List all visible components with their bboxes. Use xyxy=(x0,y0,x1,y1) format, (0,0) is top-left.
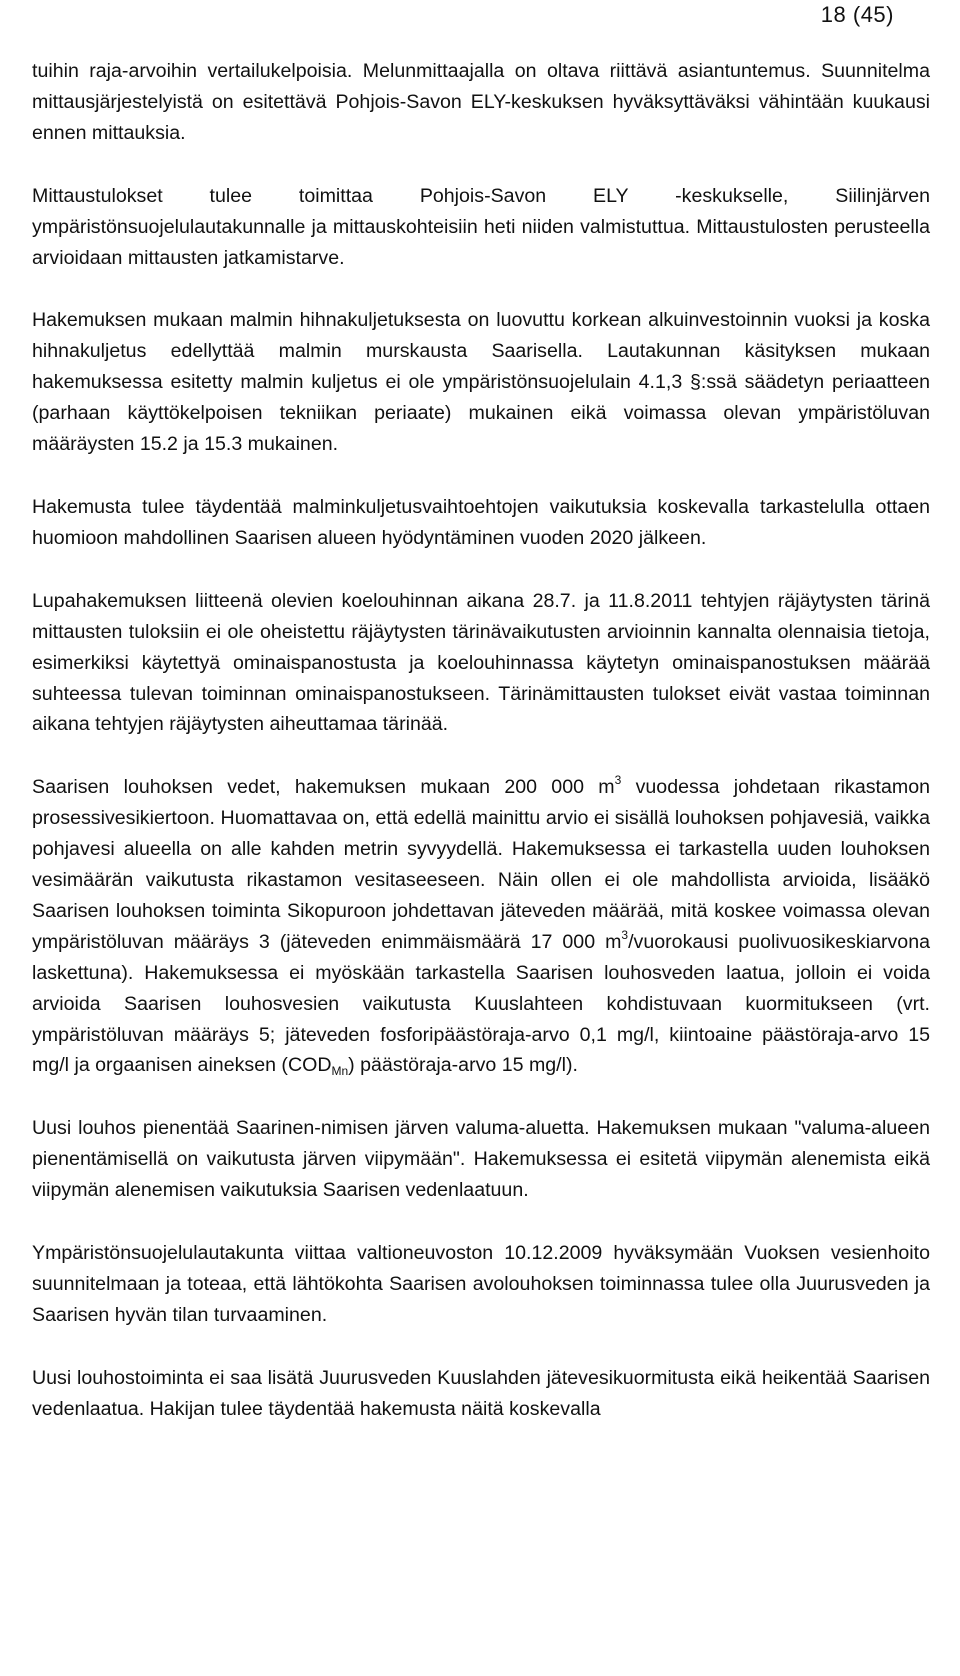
cod-subscript: Mn xyxy=(331,1064,349,1079)
quarry-waters-text-c: /vuorokausi puolivuosikeskiarvona laskettuna). Hakemuksessa ei myöskään tarkastella Saarisen louhosveden laatua, jolloin ei voida arvioida Saarisen louhosvesien vaikutusta Kuuslahteen kohdistuvaan kuormitukseen (vrt. ympäristöluvan määräys 5; jäteveden fosforipäästöraja-arvo 0,1 mg/l, kiintoaine päästöraja-arvo 15 mg/l ja orgaanisen aineksen (COD xyxy=(32,930,930,1077)
paragraph-measurement-results: Mittaustulokset tulee toimittaa Pohjois-Savon ELY -keskukselle, Siilinjärven ympäristönsuojelulautakunnalle ja mittauskohteisiin heti niiden valmistuttua. Mittaustulosten perusteella arvioidaan mittausten jatkamistarve. xyxy=(32,184,930,269)
paragraph-quarry-waters xyxy=(32,772,930,1081)
cubic-superscript-a: 3 xyxy=(614,773,622,788)
quarry-waters-text-d: ) päästöraja-arvo 15 mg/l). xyxy=(348,1054,578,1077)
quarry-waters-text-b: vuodessa johdetaan rikastamon prosessivesikiertoon. Huomattavaa on, että edellä mainittu arvio ei sisällä louhoksen pohjavesiä, vaikka pohjavesi alueella on alle kahden metrin syvyydellä. Hakemuksessa ei tarkastella uuden louhoksen vesimäärän vaikutusta rikastamon vesitaseeseen. Näin ollen ei ole mahdollista arvioida, lisääkö Saarisen louhoksen toiminta Sikopuroon johdettavan jäteveden määrää, mitä koskee voimassa olevan ympäristöluvan määräys 3 (jäteveden enimmäismäärä 17 000 m xyxy=(32,776,930,953)
paragraph-noise-measurement-plan: tuihin raja-arvoihin vertailukelpoisia. Melunmittaajalla on oltava riittävä asiantuntemus. Suunnitelma mittausjärjestelyistä on esitettävä Pohjois-Savon ELY-keskuksen hyväksyttäväksi vähintään kuukausi ennen mittauksia. xyxy=(32,60,930,144)
paragraph-catchment-area: Uusi louhos pienentää Saarinen-nimisen järven valuma-aluetta. Hakemuksen mukaan "valuma-alueen pienentämisellä on vaikutusta järven viipymään". Hakemuksessa ei esitetä viipymän alenemista eikä viipymän alenemisen vaikutuksia Saarisen vedenlaatuun. xyxy=(32,1117,930,1202)
page-number: 18 (45) xyxy=(820,2,894,27)
paragraph-new-quarrying: Uusi louhostoiminta ei saa lisätä Juurusveden Kuuslahden jätevesikuormitusta eikä heikentää Saarisen vedenlaatua. Hakijan tulee täydentää hakemusta näitä koskevalla xyxy=(32,1366,930,1420)
paragraph-water-management-plan: Ympäristönsuojelulautakunta viittaa valtioneuvoston 10.12.2009 hyväksymään Vuoksen vesienhoito suunnitelmaan ja toteaa, että lähtökohta Saarisen avolouhoksen toiminnassa tulee olla Juurusveden ja Saarisen hyvän tilan turvaaminen. xyxy=(32,1242,930,1326)
cubic-superscript-b: 3 xyxy=(621,927,629,942)
quarry-waters-text-a: Saarisen louhoksen vedet, hakemuksen mukaan 200 000 m xyxy=(32,776,615,799)
paragraph-belt-conveyor: Hakemuksen mukaan malmin hihnakuljetuksesta on luovuttu korkean alkuinvestoinnin vuoksi ja koska hihnakuljetus edellyttää malmin murskausta Saarisella. Lautakunnan käsityksen mukaan hakemuksessa esitetty malmin kuljetus ei ole ympäristönsuojelulain 4.1,3 §:ssä säädetyn periaatteen (parhaan käyttökelpoisen tekniikan periaate) mukainen eikä voimassa olevan ympäristöluvan määräysten 15.2 ja 15.3 mukainen. xyxy=(32,309,930,456)
paragraph-blasting-vibration: Lupahakemuksen liitteenä olevien koelouhinnan aikana 28.7. ja 11.8.2011 tehtyjen räjäytysten tärinä mittausten tuloksiin ei ole oheistettu räjäytysten tärinävaikutusten arvioinnin kannalta olennaisia tietoja, esimerkiksi käytettyä ominaispanostusta ja koelouhinnassa käytetyn ominaispanostuksen määrää suhteessa tulevan toiminnan ominaispanostukseen. Tärinämittausten tulokset eivät vastaa toiminnan aikana tehtyjen räjäytysten aiheuttamaa tärinää. xyxy=(32,589,930,736)
paragraph-transport-alternatives: Hakemusta tulee täydentää malminkuljetusvaihtoehtojen vaikutuksia koskevalla tarkastelulla ottaen huomioon mahdollinen Saarisen alueen hyödyntäminen vuoden 2020 jälkeen. xyxy=(32,495,930,549)
document-body xyxy=(32,56,930,1457)
